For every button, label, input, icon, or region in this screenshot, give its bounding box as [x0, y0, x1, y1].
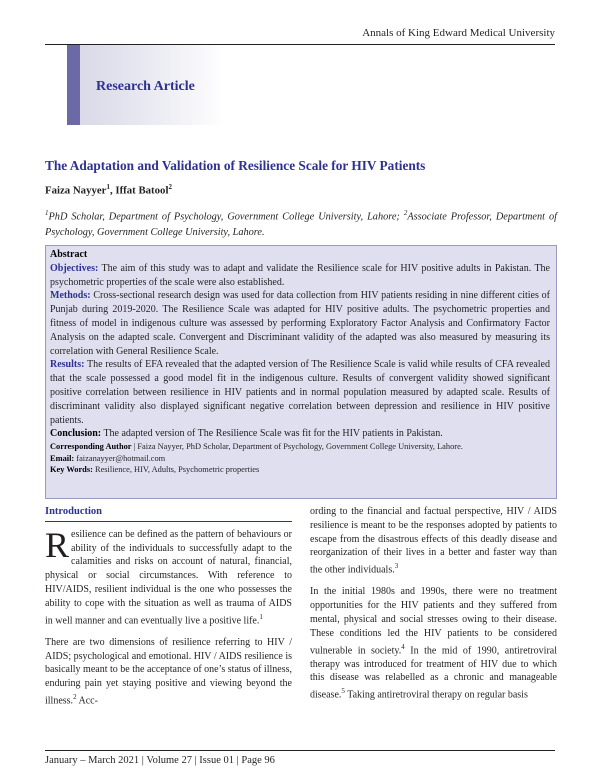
intro-paragraph: In the initial 1980s and 1990s, there were no treatment opportunities for the HIV patients and they suffered from mental, physical and social stresses owing to their disease. These conditions led the HIV patients to be considered vulnerable in society.$^4$ In the mid of 1990, antiretroviral therapy was introduced for treatment of HIV due to which this disease was relabelled as a chronic and manageable disease.$^5$ Taking antiretroviral therapy on regular basis [310, 586, 558, 701]
right-column [310, 505, 557, 710]
section-heading: Introduction [45, 506, 102, 517]
affiliation-mark: 2 [403, 209, 408, 217]
intro-paragraph: ording to the financial and factual perspective, HIV / AIDS resilience is meant to be the responses adopted by patients to escape from the disastrous effects of this deadly disease and reorganization of their lives in a better and faster way than the other individuals.$^3$ [310, 506, 557, 576]
abstract-box [45, 245, 557, 499]
abstract-heading: Abstract [50, 249, 88, 260]
article-type-accent-bar [67, 45, 80, 125]
affiliation-text: Associate Professor, Department of Psychology, Government College University, Lahore. [45, 211, 557, 238]
keywords: Key Words: Resilience, HIV, Adults, Psychometric properties [50, 465, 260, 475]
abstract-results: Results: The results of EFA revealed that the adapted version of The Resilience Scale is valid while results of CFA revealed that the scale possessed a good model fit in the indigenous culture. Results of convergent validity showed significant positive correlation between resilience in HIV patients and in normal population measured by adapted scale. Results of discriminant validity also displayed significant negative correlation between depression and resilience in HIV positive patients. [50, 359, 550, 426]
section-rule [45, 521, 292, 522]
article-type: Research Article [96, 79, 195, 94]
abstract-conclusion: Conclusion: The adapted version of The Resilience Scale was fit for the HIV patients in Pakistan. [50, 428, 443, 440]
affiliations [45, 206, 557, 240]
affiliation-mark: 1 [45, 209, 49, 217]
author-mark: 2 [168, 183, 172, 191]
email: Email: faizanayyer@hotmail.com [50, 453, 166, 463]
page-footer: January – March 2021 | Volume 27 | Issue 01 | Page 96 [45, 755, 275, 766]
journal-name: Annals of King Edward Medical University [362, 27, 555, 39]
author-name: Iffat Batool [115, 184, 169, 197]
article-title: The Adaptation and Validation of Resilience Scale for HIV Patients [45, 158, 426, 173]
intro-paragraph: Resilience can be defined as the pattern of behaviours or ability of the individuals to successfully adapt to the calamities and risks on account of natural, financial, physical or social circumstances. With reference to HIV/AIDS, resilient individual is the one who possesses the ability to cope with the situation as well as trauma of AIDS in well manner and can eventually live a positive life.$^1$ [45, 524, 292, 626]
author-name: Faiza Nayyer [45, 184, 107, 197]
abstract-objectives: Objectives: The aim of this study was to adapt and validate the Resilience scale for HIV positive adults in Pakistan. The psychometric properties of the scale were also established. [50, 262, 550, 288]
authors: Faiza Nayyer$^1$, Iffat Batool$^2$ [45, 183, 172, 197]
corresponding-author: Corresponding Author | Faiza Nayyer, PhD Scholar, Department of Psychology, Government College University, Lahore. [50, 442, 463, 452]
intro-paragraph: There are two dimensions of resilience referring to HIV / AIDS; psychological and emotional. HIV / AIDS resilience is basically meant to be the acceptance of one’s status of illness, enduring pain yet staying positive and viewing beyond the illness.$^2$ Acc- [45, 636, 292, 707]
abstract-methods: Methods: Cross-sectional research design was used for data collection from HIV patients residing in nine different cities of Punjab during 2019-2020. The Resilience Scale was adapted for HIV positive adults. The psychometric properties and fitness of model in indigenous culture was assessed by performing Exploratory Factor Analysis and Confirmatory Factor Analysis on the adapted scale. Convergent and Discriminant validity of the adapted was also measured by measuring its correlation with General Resilience Scale. [50, 290, 550, 357]
author-mark: 1 [106, 183, 110, 191]
affiliation-text: PhD Scholar, Department of Psychology, Government College University, Lahore; [48, 211, 404, 223]
left-column [45, 505, 292, 716]
footer-rule [45, 750, 555, 751]
drop-cap: R [45, 524, 70, 565]
